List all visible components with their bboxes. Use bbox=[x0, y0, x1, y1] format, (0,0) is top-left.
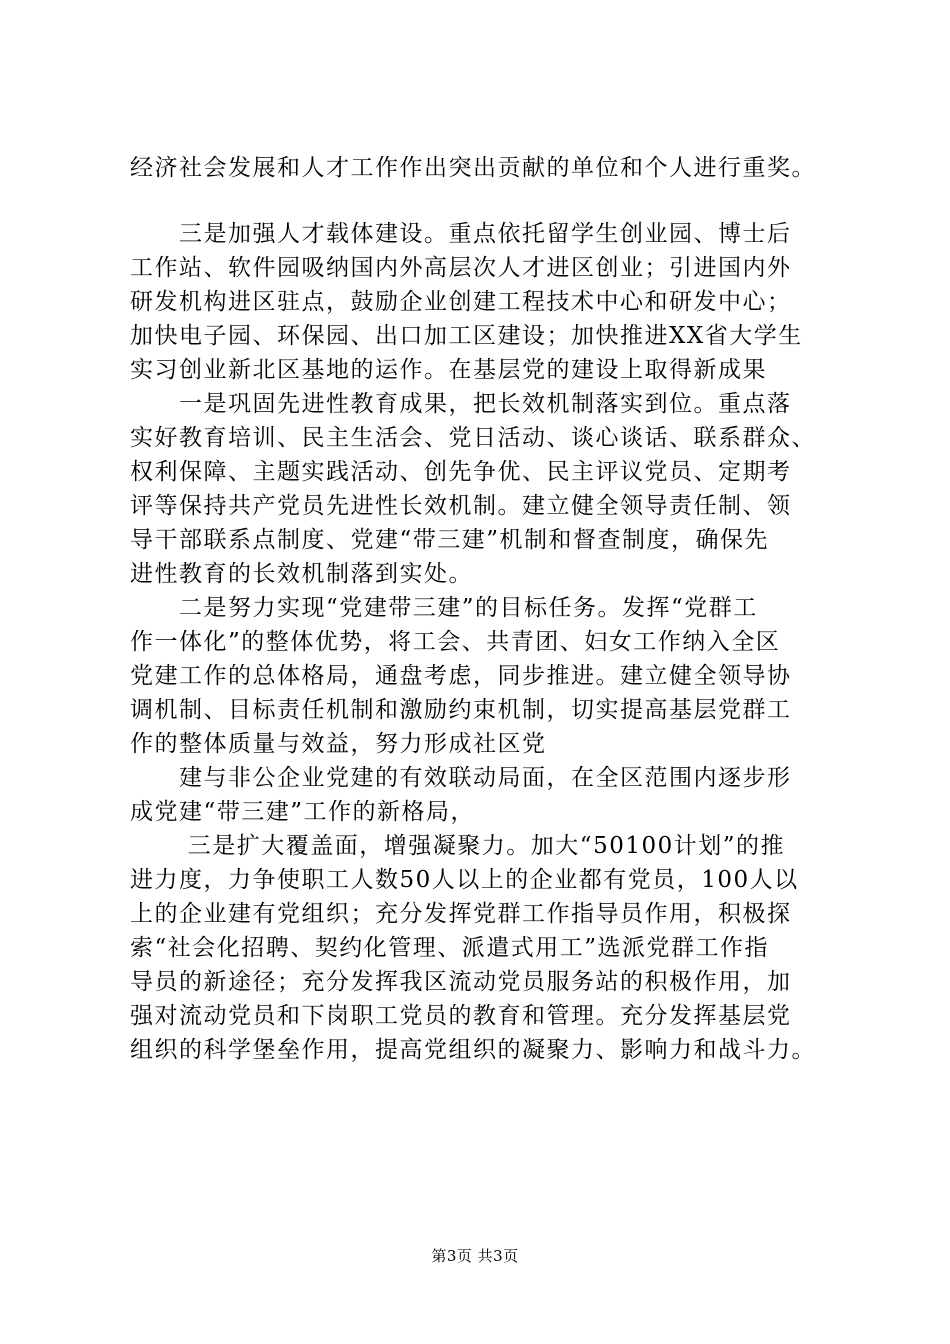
text-line: 成党建“带三建”工作的新格局， bbox=[130, 799, 476, 825]
text-line: 进力度，力争使职工人数50人以上的企业都有党员，100人以 bbox=[130, 867, 799, 893]
text-line: 实习创业新北区基地的运作。在基层党的建设上取得新成果 bbox=[130, 357, 767, 383]
text-line: 研发机构进区驻点，鼓励企业创建工程技术中心和研发中心； bbox=[130, 289, 792, 315]
text-line: 调机制、目标责任机制和激励约束机制，切实提高基层党群工 bbox=[130, 697, 792, 723]
text-line: 工作站、软件园吸纳国内外高层次人才进区创业；引进国内外 bbox=[130, 255, 792, 281]
text-line: 权利保障、主题实践活动、创先争优、民主评议党员、定期考 bbox=[130, 459, 792, 485]
text-line: 进性教育的长效机制落到实处。 bbox=[130, 561, 473, 587]
text-line: 党建工作的总体格局，通盘考虑，同步推进。建立健全领导协 bbox=[130, 663, 792, 689]
text-line: 一是巩固先进性教育成果，把长效机制落实到位。重点落 bbox=[130, 391, 792, 417]
text-line: 作的整体质量与效益，努力形成社区党 bbox=[130, 731, 547, 757]
text-line: 评等保持共产党员先进性长效机制。建立健全领导责任制、领 bbox=[130, 493, 792, 519]
page-number-footer: 第3页 共3页 bbox=[431, 1247, 519, 1265]
text-line: 索“社会化招聘、契约化管理、派遣式用工”选派党群工作指 bbox=[130, 935, 770, 961]
text-line: 加快电子园、环保园、出口加工区建设；加快推进XX省大学生 bbox=[130, 323, 803, 349]
text-line: 强对流动党员和下岗职工党员的教育和管理。充分发挥基层党 bbox=[130, 1003, 792, 1029]
text-line: 实好教育培训、民主生活会、党日活动、谈心谈话、联系群众、 bbox=[130, 425, 816, 451]
text-line: 上的企业建有党组织；充分发挥党群工作指导员作用，积极探 bbox=[130, 901, 792, 927]
text-line: 三是扩大覆盖面，增强凝聚力。加大“50100计划”的推 bbox=[130, 833, 785, 859]
text-line: 建与非公企业党建的有效联动局面，在全区范围内逐步形 bbox=[130, 765, 792, 791]
text-line: 导员的新途径；充分发挥我区流动党员服务站的积极作用，加 bbox=[130, 969, 792, 995]
text-line: 作一体化”的整体优势，将工会、共青团、妇女工作纳入全区 bbox=[130, 629, 781, 655]
text-line: 二是努力实现“党建带三建”的目标任务。发挥“党群工 bbox=[130, 595, 758, 621]
text-line: 导干部联系点制度、党建“带三建”机制和督查制度，确保先 bbox=[130, 527, 770, 553]
text-line: 三是加强人才载体建设。重点依托留学生创业园、博士后 bbox=[130, 221, 792, 247]
text-line: 组织的科学堡垒作用，提高党组织的凝聚力、影响力和战斗力。 bbox=[130, 1037, 816, 1063]
text-line: 经济社会发展和人才工作作出突出贡献的单位和个人进行重奖。 bbox=[130, 155, 816, 181]
